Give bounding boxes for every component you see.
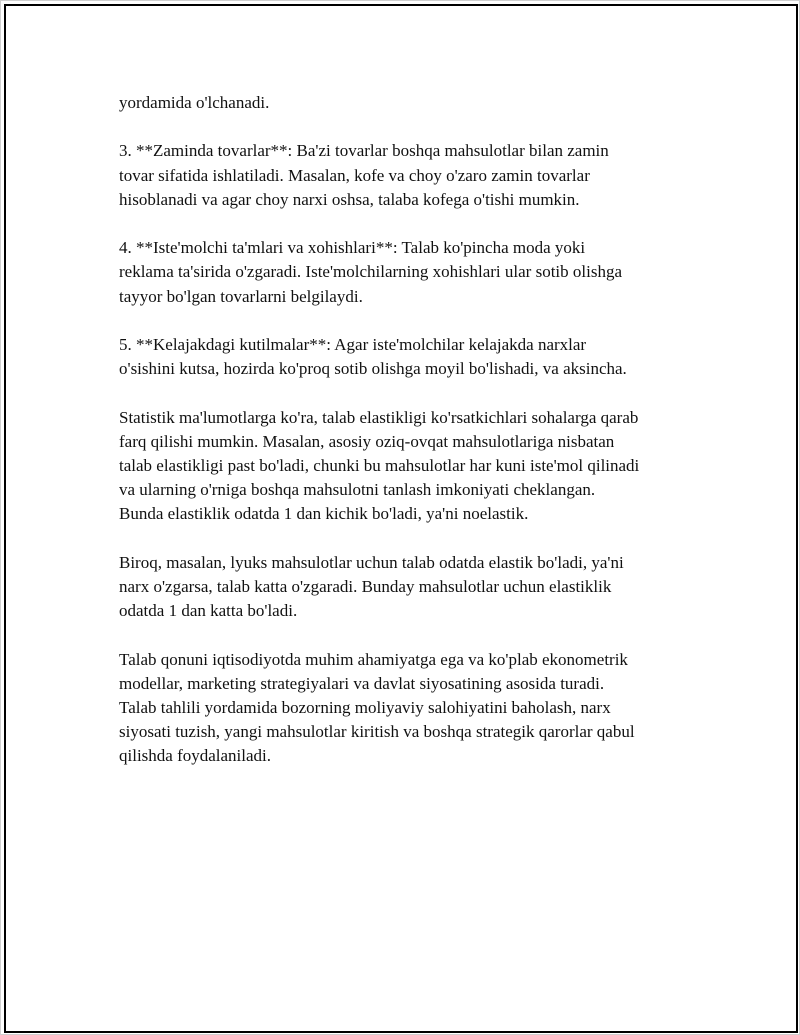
paragraph-future-expectations: 5. **Kelajakdagi kutilmalar**: Agar iste'molchilar kelajakda narxlar o'sishini kutsa, hozirda ko'proq sotib olishga moyil bo'lishadi, va aksincha. (119, 334, 627, 379)
paragraph-luxury-goods: Biroq, masalan, lyuks mahsulotlar uchun talab odatda elastik bo'ladi, ya'ni narx o'zgarsa, talab katta o'zgaradi. Bunday mahsulotlar uchun elastiklik odatda 1 dan katta bo'ladi. (119, 552, 624, 621)
paragraph-substitute-goods: 3. **Zaminda tovarlar**: Ba'zi tovarlar boshqa mahsulotlar bilan zamin tovar sifatida ishlatiladi. Masalan, kofe va choy o'zaro zamin tovarlar hisoblanadi va agar choy narxi oshsa, talaba kofega o'tishi mumkin. (119, 141, 609, 209)
paragraph-consumer-tastes: 4. **Iste'molchi ta'mlari va xohishlari**: Talab ko'pincha moda yoki reklama ta'sirida o'zgaradi. Iste'molchilarning xohishlari ular sotib olishga tayyor bo'lgan tovarlarni belgilaydi. (119, 238, 622, 306)
paragraph-measurement-continuation: yordamida o'lchanadi. (119, 93, 270, 112)
paragraph-elasticity-statistics: Statistik ma'lumotlarga ko'ra, talab elastikligi ko'rsatkichlari sohalarga qarab farq qilishi mumkin. Masalan, asosiy oziq-ovqat mahsulotlariga nisbatan talab elastikligi past bo'ladi, chunki bu mahsulotlar har kuni iste'mol qilinadi va ularning o'rniga boshqa mahsulotni tanlash imkoniyati cheklangan. Bunda elastiklik odatda 1 dan kichik bo'ladi, ya'ni noelastik. (119, 407, 640, 524)
document-body (119, 91, 699, 769)
paragraph-law-of-demand: Talab qonuni iqtisodiyotda muhim ahamiyatga ega va ko'plab ekonometrik modellar, marketing strategiyalari va davlat siyosatining asosida turadi. Talab tahlili yordamida bozorning moliyaviy salohiyatini baholash, narx siyosati tuzish, yangi mahsulotlar kiritish va boshqa strategik qarorlar qabul qilishda foydalaniladi. (119, 649, 635, 766)
